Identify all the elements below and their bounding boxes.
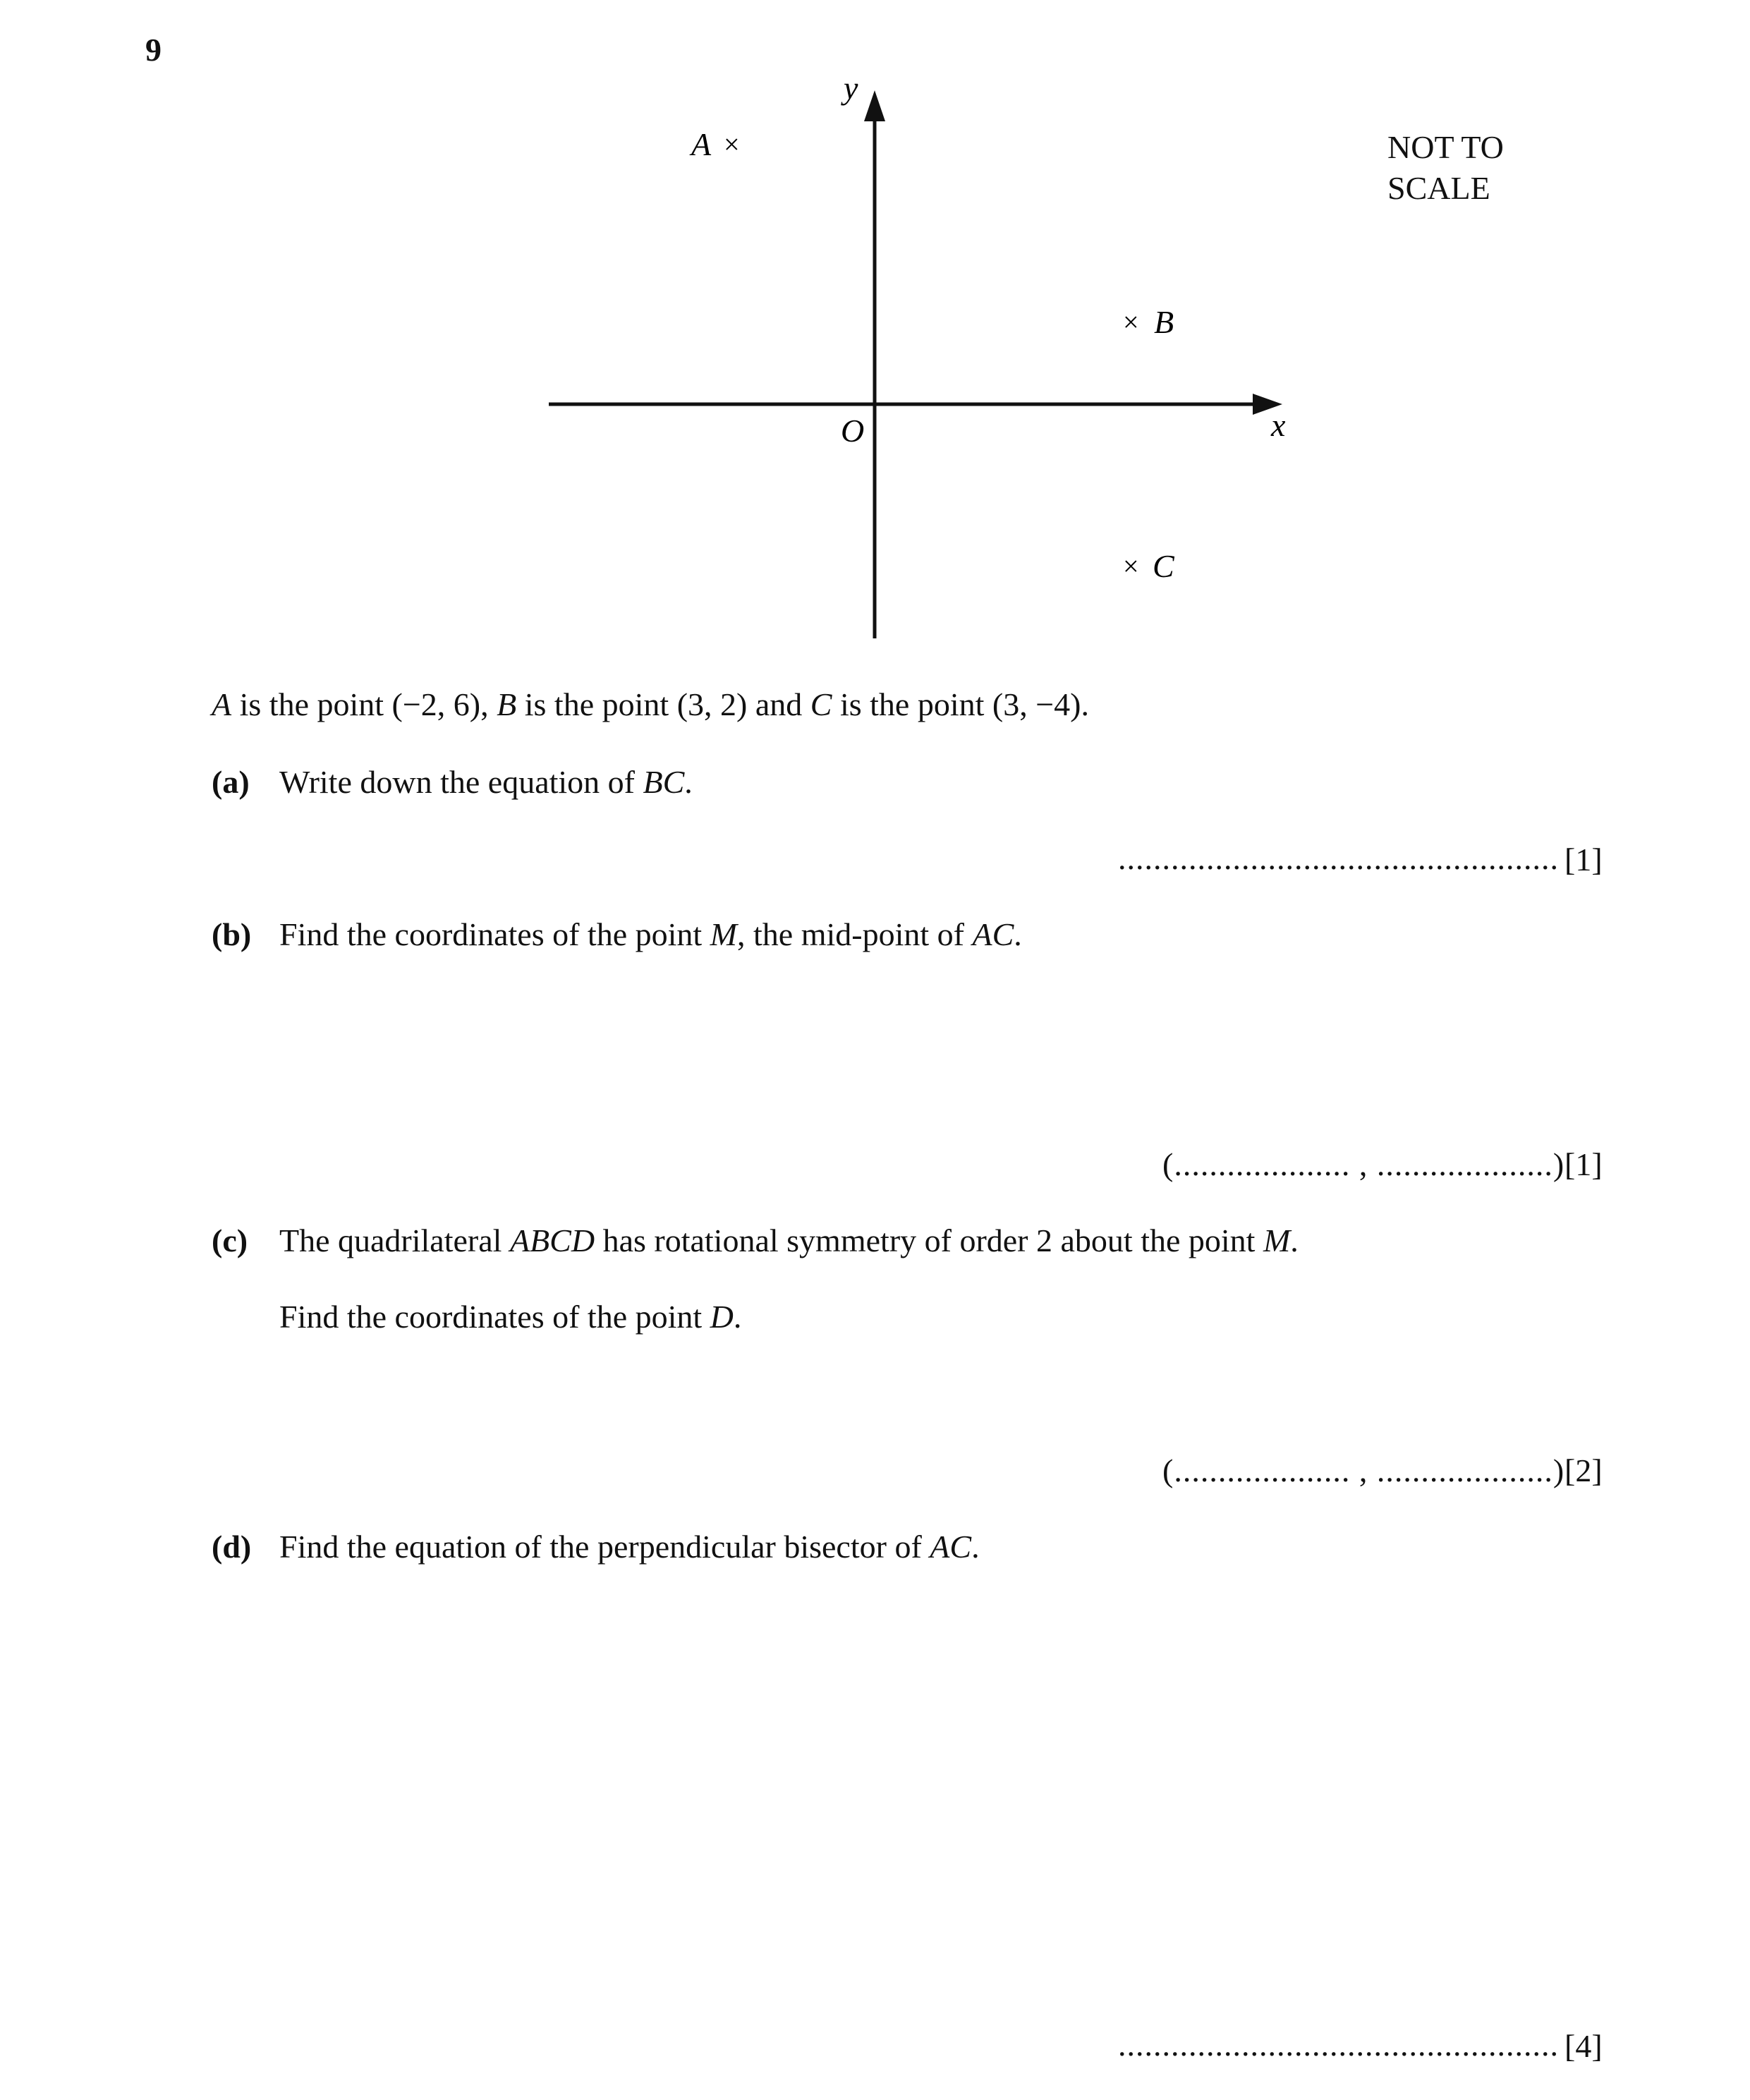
part-a-text: Write down the equation of <box>279 764 643 800</box>
part-c-text-2: has rotational symmetry of order 2 about the point <box>595 1222 1263 1258</box>
part-b-text-1: Find the coordinates of the point <box>279 916 710 952</box>
question-number: 9 <box>145 32 162 68</box>
stem-text-1: is the point (−2, 6), <box>231 686 497 722</box>
part-b-ref-2: AC <box>972 916 1014 952</box>
part-c-question-line-2 <box>279 1298 741 1335</box>
coordinate-diagram <box>0 0 1750 705</box>
part-a-answer-line[interactable]: .................................................. <box>1118 840 1559 876</box>
not-to-scale-note <box>1387 127 1504 209</box>
part-b-label: (b) <box>212 916 252 952</box>
part-a-marks: [1] <box>1564 842 1603 878</box>
part-d-answer-line[interactable]: .................................................. <box>1118 2027 1559 2063</box>
part-c-ref-1: ABCD <box>509 1222 595 1258</box>
part-d-text: Find the equation of the perpendicular bisector of <box>279 1529 930 1565</box>
x-axis-label: x <box>1271 407 1286 443</box>
point-b-label: B <box>1154 304 1174 340</box>
question-stem <box>212 686 1089 723</box>
part-a-end: . <box>684 764 693 800</box>
part-b-text-2: , the mid-point of <box>737 916 973 952</box>
part-c-line2-text: Find the coordinates of the point <box>279 1299 710 1335</box>
y-axis-arrowhead <box>864 90 885 121</box>
part-c-question <box>279 1222 1299 1259</box>
part-b-question <box>279 916 1022 953</box>
part-b-end: . <box>1014 916 1022 952</box>
stem-point-a: A <box>212 686 232 722</box>
part-c-label: (c) <box>212 1222 248 1258</box>
stem-point-c: C <box>810 686 832 722</box>
point-a-label: A <box>691 126 712 162</box>
part-d-question <box>279 1528 980 1565</box>
part-c-line2-ref: D <box>710 1299 734 1335</box>
stem-point-b: B <box>497 686 517 722</box>
part-d-marks: [4] <box>1564 2028 1603 2064</box>
y-axis-label: y <box>844 70 858 106</box>
part-a-question <box>279 763 693 801</box>
part-c-marks: [2] <box>1564 1452 1603 1488</box>
point-a-cross: × <box>724 128 740 160</box>
note-line-2: SCALE <box>1387 170 1490 206</box>
part-b-ref-1: M <box>710 916 737 952</box>
part-c-ref-2: M <box>1263 1222 1291 1258</box>
point-c-cross: × <box>1123 550 1139 582</box>
part-a-ref: BC <box>643 764 685 800</box>
stem-text-2: is the point (3, 2) and <box>516 686 810 722</box>
part-d-ref: AC <box>930 1529 972 1565</box>
part-b-answer-line[interactable]: (.................... , ....................) <box>1162 1146 1565 1182</box>
part-b-marks: [1] <box>1564 1146 1603 1182</box>
stem-text-3: is the point (3, −4). <box>832 686 1089 722</box>
origin-label: O <box>841 413 865 449</box>
part-c-end: . <box>1290 1222 1299 1258</box>
part-a-label: (a) <box>212 764 250 800</box>
note-line-1: NOT TO <box>1387 129 1504 165</box>
part-d-end: . <box>971 1529 980 1565</box>
point-c-label: C <box>1153 548 1174 584</box>
part-c-answer-line[interactable]: (.................... , ....................) <box>1162 1452 1565 1488</box>
point-b-cross: × <box>1123 306 1139 338</box>
part-c-text-1: The quadrilateral <box>279 1222 510 1258</box>
part-d-label: (d) <box>212 1529 252 1565</box>
part-c-line2-end: . <box>733 1299 742 1335</box>
